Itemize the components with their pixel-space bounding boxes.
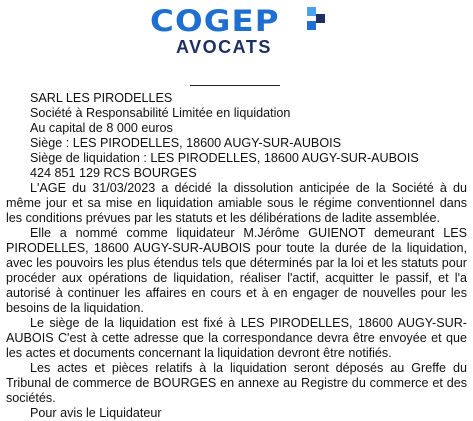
logo-square-light [307,7,316,16]
company-form: Société à Responsabilité Limitée en liquidation [30,106,291,120]
paragraph-liquidator: Elle a nommé comme liquidateur M.Jérôme GUIENOT demeurant LES PIRODELLES, 18600 AUGY-SUR-AUBOIS pour toute la durée de la liquidation, avec les pouvoirs les plus étendus tels que déterminés par la loi et les statuts pour procéder aux opérations de liquidation, réaliser l'actif, acquitter le passif, et l'a autorisé à continuer les affaires en cours et à en engager de nouvelles pour les besoins de la liquidation. [6,226,467,315]
liquidation-seat: Siège de liquidation : LES PIRODELLES, 18600 AUGY-SUR-AUBOIS [30,151,419,165]
paragraph-dissolution: L'AGE du 31/03/2023 a décidé la dissolution anticipée de la Société à du même jour et sa mise en liquidation amiable sous le régime conventionnel dans les conditions prévues par les statuts et les délibérations de ladite assemblée. [6,181,467,225]
company-name: SARL LES PIRODELLES [30,91,173,105]
divider-line [190,85,280,86]
paragraph-filing: Les actes et pièces relatifs à la liquidation seront déposés au Greffe du Tribunal de commerce de BOURGES en annexe au Registre du commerce et des sociétés. [6,361,467,405]
logo-square-navy [316,14,325,23]
logo-subtitle: AVOCATS [176,37,272,57]
company-registration: 424 851 129 RCS BOURGES [30,166,197,180]
logo-wordmark: COGEP [150,4,280,38]
signature-line: Pour avis le Liquidateur [30,406,162,420]
paragraph-liquidation-seat: Le siège de la liquidation est fixé à LES PIRODELLES, 18600 AUGY-SUR-AUBOIS C'est à cette adresse que la correspondance devra être envoyée et que les actes et documents concernant la liquidation devront être notifiés. [6,316,467,360]
company-capital: Au capital de 8 000 euros [30,121,173,135]
legal-notice [6,91,467,421]
cogep-logo [0,4,473,62]
company-seat: Siège : LES PIRODELLES, 18600 AUGY-SUR-AUBOIS [30,136,342,150]
logo-square-blue [307,21,316,30]
